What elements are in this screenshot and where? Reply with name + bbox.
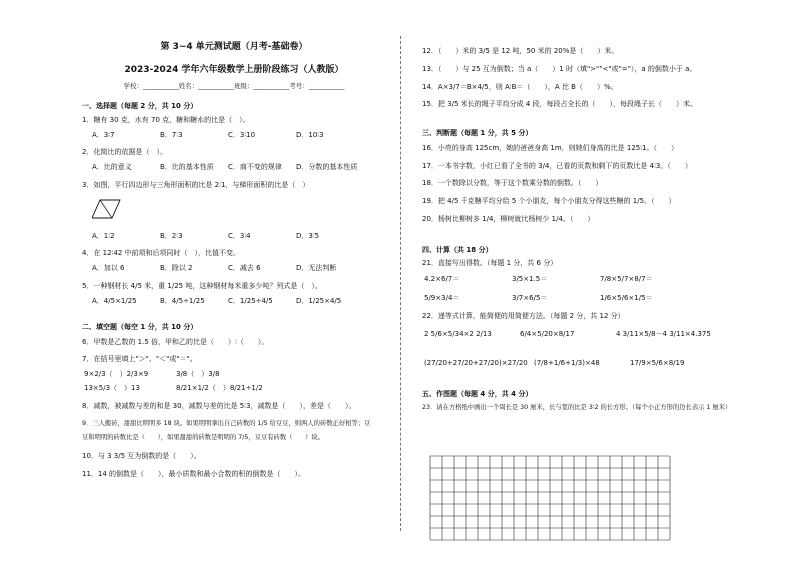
q22-item-4[interactable]: (27/20+27/20+27/20)×27/20 — [424, 359, 528, 367]
q5-option-d[interactable]: D．1/25×4/5 — [296, 296, 342, 305]
q21-item-6[interactable]: 1/6×5/6×1/5＝ — [600, 293, 653, 302]
question-15: 15．把 3/5 米长的绳子平均分成 4 段，每段占全长的（ ），每段绳子长（ ）米。 — [422, 100, 698, 109]
parallelogram-figure — [92, 198, 122, 220]
student-info-line: 学校：___________姓名：___________班级：___________考号：___________ — [123, 81, 345, 90]
q21-item-5[interactable]: 3/7×6/5＝ — [512, 293, 548, 302]
q5-options — [82, 297, 386, 306]
q4-options — [82, 264, 386, 273]
q21-item-2[interactable]: 3/5×1.5＝ — [512, 275, 548, 283]
q22-row-2 — [422, 359, 740, 368]
q2-option-b[interactable]: B．比的基本性质 — [160, 163, 214, 171]
question-6: 6．甲数是乙数的 1.5 倍，甲和乙的比是（ ）∶（ ）。 — [82, 338, 269, 346]
q22-item-5[interactable]: (7/8+1/6+1/3)×48 — [534, 359, 600, 367]
q4-option-a[interactable]: A．加以 6 — [92, 264, 125, 272]
question-19: 19．把 4/5 千克糖平均分给 5 个小朋友，每个小朋友分得这些糖的 1/5。（ ） — [422, 197, 676, 205]
exam-subtitle: 2023-2024 学年六年级数学上册阶段练习（人教版） — [124, 65, 344, 76]
question-3: 3．如图，平行四边形与三角形面积的比是 2∶1，与梯形面积的比是（ ） — [82, 180, 310, 189]
q22-item-1[interactable]: 2 5/6×5/34×2 2/13 — [424, 330, 492, 339]
q2-option-a[interactable]: A．比的意义 — [92, 163, 132, 171]
right-column — [422, 42, 740, 411]
section-choice-heading: 一、选择题（每题 2 分，共 10 分） — [82, 102, 198, 110]
question-10: 10．与 3 3/5 互为倒数的是（ ）。 — [82, 452, 201, 461]
question-21: 21．直接写出得数。（每题 1 分，共 6 分） — [422, 259, 558, 268]
q22-item-2[interactable]: 6/4×5/20×8/17 — [520, 330, 575, 339]
question-5: 5．一种钢材长 4/5 米，重 1/25 吨，这种钢材每米重多少吨？列式是（ ）。 — [82, 281, 322, 290]
q3-option-d[interactable]: D．3∶5 — [296, 231, 320, 240]
q5-option-c[interactable]: C．1/25÷4/5 — [228, 296, 273, 305]
q3-option-b[interactable]: B．2∶3 — [160, 231, 183, 240]
q7-item-2[interactable]: 3/8（ ）3/8 — [176, 369, 220, 378]
column-divider — [400, 36, 401, 531]
question-9-line-1: 9．三人搬砖，甜甜比明明多 18 块。如果明明拿出自己砖数的 1/5 给豆豆，则两人的砖数正好相等；豆 — [82, 419, 371, 427]
q7-item-1[interactable]: 9×2/3（ ）2/3×9 — [84, 369, 149, 378]
question-7: 7．在括号里填上"＞"、"＜"或"＝"。 — [82, 354, 197, 363]
q3-options — [82, 232, 386, 241]
q3-figure-area — [82, 190, 386, 226]
q22-item-3[interactable]: 4 3/11×5/8－4 3/11×4.375 — [616, 330, 711, 339]
q5-option-a[interactable]: A．4/5×1/25 — [92, 296, 137, 305]
q2-options — [82, 163, 386, 172]
section-fill-heading: 二、填空题（每空 1 分，共 10 分） — [82, 323, 198, 332]
question-13: 13．（ ）与 25 互为倒数；当 a（ ）1 时（填">""<"或"="），a 的倒数小于 a。 — [422, 64, 697, 73]
q4-option-c[interactable]: C．减去 6 — [228, 264, 261, 272]
question-18: 18．一个数除以分数，等于这个数乘分数的倒数。（ ） — [422, 179, 603, 188]
q21-item-4[interactable]: 5/9×3/4＝ — [424, 293, 460, 302]
question-20: 20．杨树比柳树多 1/4，柳树就比杨树少 1/4。（ ） — [422, 214, 595, 223]
question-9-line-2: 豆和明明的砖数比是（ ），如果甜甜的砖数是明明的 7/5，豆豆有砖数（ ）块。 — [82, 433, 324, 441]
q4-option-d[interactable]: D．无法判断 — [296, 264, 337, 272]
q1-option-c[interactable]: C．3∶10 — [228, 130, 256, 139]
q2-option-c[interactable]: C．商不变的规律 — [228, 163, 282, 171]
question-2: 2．化简比的依据是（ ）。 — [82, 148, 167, 157]
q7-item-4[interactable]: 8/21×1/2（ ）8/21÷1/2 — [176, 384, 263, 393]
section-calc-heading: 四、计算（共 18 分） — [422, 245, 493, 254]
q5-option-b[interactable]: B．4/5÷1/25 — [160, 296, 205, 305]
left-column — [82, 90, 386, 479]
question-12: 12．（ ）米的 3/5 是 12 吨，50 米的 20%是（ ）米。 — [422, 47, 619, 55]
section-drawing-heading: 五、作图题（每题 4 分，共 4 分） — [422, 389, 533, 398]
q21-row-1 — [422, 275, 740, 284]
q3-option-c[interactable]: C．3∶4 — [228, 231, 251, 240]
q4-option-b[interactable]: B．除以 2 — [160, 264, 193, 272]
q1-options — [82, 131, 386, 140]
q22-item-6[interactable]: 17/9×5/6×8/19 — [630, 359, 685, 367]
grid-paper[interactable] — [428, 454, 674, 547]
question-8: 8．减数，被减数与差的和是 30，减数与差的比是 5∶3，减数是（ ），差是（ ）。 — [82, 402, 356, 410]
question-22: 22．递等式计算，能简便的用简便方法。（每题 2 分，共 12 分） — [422, 311, 625, 320]
question-17: 17．一本书字数，小红已看了全书的 3/4，已看的页数和剩下的页数比是 4∶3。（ ） — [422, 161, 692, 170]
question-11: 11．14 的倒数是（ ），最小质数和最小合数的积的倒数是（ ）。 — [82, 470, 306, 479]
q3-option-a[interactable]: A．1∶2 — [92, 231, 115, 240]
q1-option-b[interactable]: B．7∶3 — [160, 130, 183, 139]
q1-option-a[interactable]: A．3∶7 — [92, 130, 115, 139]
q7-row-2 — [82, 384, 386, 393]
q22-row-1 — [422, 330, 740, 339]
q1-option-d[interactable]: D．10∶3 — [296, 130, 324, 139]
question-1: 1．糖有 30 克，水有 70 克，糖和糖水的比是（ ）。 — [82, 115, 250, 124]
exam-title: 第 3~4 单元测试题（月考-基础卷） — [160, 42, 308, 52]
question-4: 4．在 12∶42 中前项和后项同时（ ），比值不变。 — [82, 249, 241, 258]
q21-row-2 — [422, 294, 740, 303]
q7-row-1 — [82, 370, 386, 379]
q7-item-3[interactable]: 13×5/3（ ）13 — [84, 384, 140, 393]
section-judge-heading: 三、判断题（每题 1 分，共 5 分） — [422, 129, 533, 137]
square-grid[interactable] — [428, 454, 674, 544]
q21-item-3[interactable]: 7/8×5/7×8/7＝ — [600, 275, 653, 283]
question-16: 16．小亮的身高 125cm，她的爸爸身高 1m，则她们身高的比是 125∶1。（ ） — [422, 143, 679, 152]
q21-item-1[interactable]: 4.2×6/7＝ — [424, 275, 460, 283]
question-23: 23．请在方格纸中画出一个周长是 30 厘米，长与宽的比是 3∶2 的长方形。（每个小正方形的边长表示 1 厘米） — [422, 403, 732, 411]
q2-option-d[interactable]: D．分数的基本性质 — [296, 163, 358, 171]
question-14: 14．A×3/7＝B×4/5，则 A∶B＝（ ），A 比 B（ ）%。 — [422, 82, 618, 91]
